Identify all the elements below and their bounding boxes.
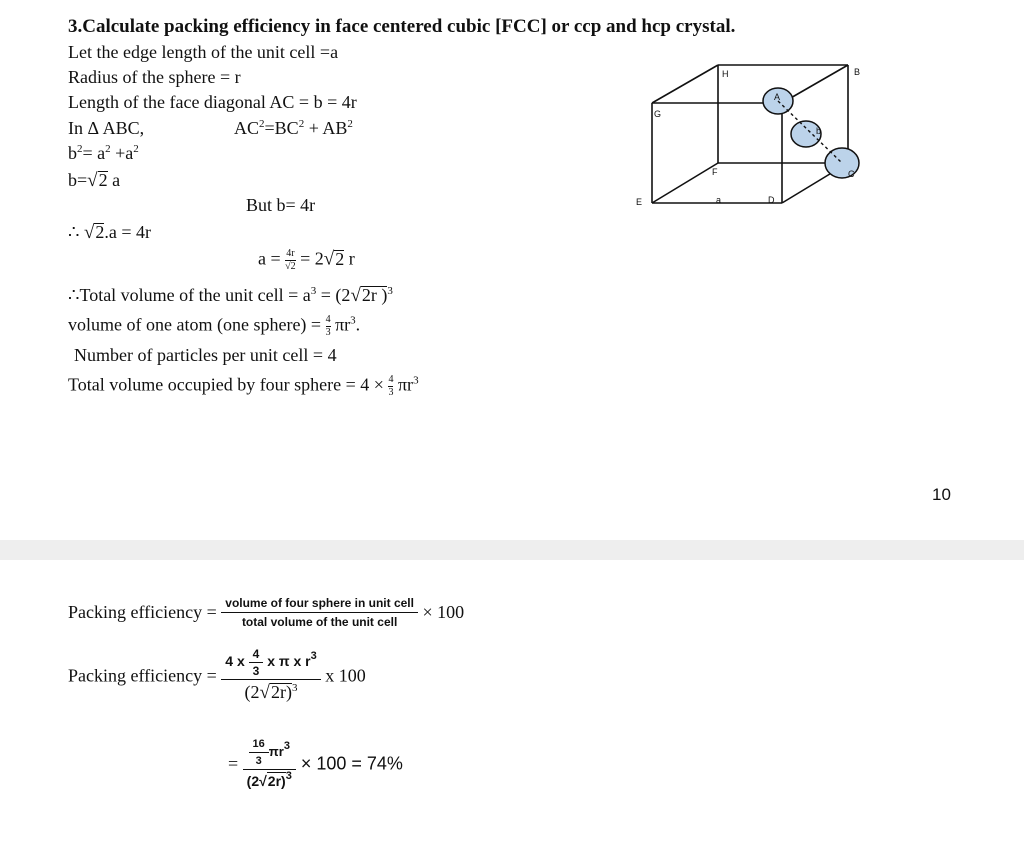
radius-line: Radius of the sphere = r bbox=[68, 67, 241, 87]
label-b: b bbox=[816, 126, 822, 136]
marks-label: 10 bbox=[932, 485, 951, 504]
packing-efficiency-substitution: Packing efficiency = 4 x $\frac{4}{3}$ x π x $r^3$ $(2√2r)^3$ x 100 bbox=[68, 647, 366, 703]
a-equals-line: a = $\frac{4r}{√2}$ = 2√2 r bbox=[258, 248, 355, 272]
occupied-volume-line: Total volume occupied by four sphere = 4 × $\frac{4}{3}$ $\pi r^3$ bbox=[68, 374, 419, 398]
label-F: F bbox=[712, 167, 718, 177]
label-H: H bbox=[722, 69, 729, 79]
face-diagonal-line: Length of the face diagonal AC = b = 4r bbox=[68, 92, 357, 112]
particles-line: Number of particles per unit cell = 4 bbox=[74, 345, 337, 365]
label-B: B bbox=[854, 67, 861, 77]
cube-edge bbox=[652, 65, 718, 103]
label-G: G bbox=[654, 109, 662, 119]
label-D: D bbox=[768, 195, 775, 205]
triangle-label: In Δ ABC, bbox=[68, 118, 145, 138]
b-squared-line: $b^2= a^2 +a^2$ bbox=[68, 143, 139, 163]
therefore-line: ∴ √2.a = 4r bbox=[68, 222, 152, 243]
label-E: E bbox=[636, 197, 643, 207]
label-C: C bbox=[848, 169, 855, 179]
cube-edge bbox=[652, 163, 718, 203]
pythagoras-equation: $AC^2=BC^2 + AB^2$ bbox=[234, 118, 353, 138]
label-a: a bbox=[716, 195, 722, 205]
but-line: But b= 4r bbox=[246, 195, 316, 215]
packing-efficiency-result: = $\frac{16}{3}$ $\pi r^3$ $(2√2r)^3$ × 100 = 74% bbox=[228, 738, 403, 789]
b-equals-line: b=√2 a bbox=[68, 170, 121, 191]
total-volume-line: ∴Total volume of the unit cell = $a^3 = (2√2r$ )$^3$ bbox=[68, 285, 393, 306]
fcc-cube-diagram bbox=[630, 55, 880, 215]
label-A: A bbox=[774, 92, 781, 102]
edge-length-line: Let the edge length of the unit cell =a bbox=[68, 42, 339, 62]
packing-efficiency-formula: Packing efficiency = $\frac{\text{volume of four sphere in unit cell}}{\text{total volume of the unit cell}}$ × 100 bbox=[68, 596, 465, 629]
atom-volume-line: volume of one atom (one sphere) = $\frac{4}{3}$ $\pi r^3$. bbox=[68, 314, 361, 338]
question-title: 3.Calculate packing efficiency in face centered cubic [FCC] or ccp and hcp crystal. bbox=[68, 16, 736, 37]
page-separator bbox=[0, 540, 1024, 560]
